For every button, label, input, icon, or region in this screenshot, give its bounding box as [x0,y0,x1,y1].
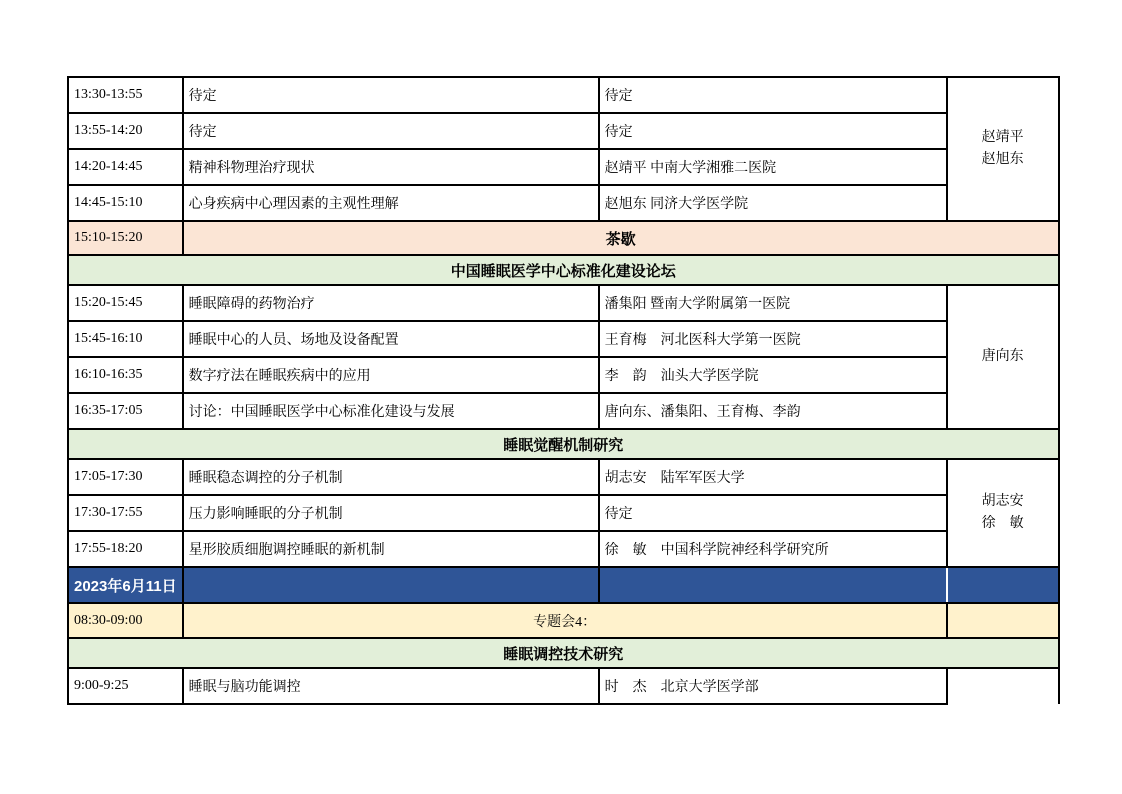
topic-cell: 睡眠与脑功能调控 [183,668,599,704]
time-cell: 13:55-14:20 [68,113,183,149]
speaker-cell: 徐 敏 中国科学院神经科学研究所 [599,531,947,567]
schedule-row [68,321,1059,357]
time-cell: 13:30-13:55 [68,77,183,113]
speaker-cell: 唐向东、潘集阳、王育梅、李韵 [599,393,947,429]
schedule-row [68,149,1059,185]
time-cell: 08:30-09:00 [68,603,183,638]
schedule-row [68,531,1059,567]
chair-name: 唐向东 [981,348,1024,364]
schedule-row [68,393,1059,429]
chair-name: 赵旭东 [981,152,1024,167]
topic-cell: 压力影响睡眠的分子机制 [183,495,599,531]
speaker-cell: 待定 [599,77,947,113]
special-session-label: 专题会4： [183,603,947,638]
time-cell: 15:10-15:20 [68,221,183,255]
date-banner-cell [947,567,1059,603]
topic-cell: 睡眠稳态调控的分子机制 [183,459,599,495]
speaker-cell: 潘集阳 暨南大学附属第一医院 [599,285,947,321]
date-banner-cell [183,567,599,603]
speaker-cell: 王育梅 河北医科大学第一医院 [599,321,947,357]
topic-cell: 精神科物理治疗现状 [183,149,599,185]
time-cell: 17:55-18:20 [68,531,183,567]
time-cell: 14:45-15:10 [68,185,183,221]
chair-cell [947,285,1059,429]
topic-cell: 睡眠中心的人员、场地及设备配置 [183,321,599,357]
time-cell: 17:05-17:30 [68,459,183,495]
tea-break-row [68,221,1059,255]
speaker-cell: 胡志安 陆军军医大学 [599,459,947,495]
time-cell: 16:35-17:05 [68,393,183,429]
chair-name: 赵靖平 [981,129,1024,145]
speaker-cell: 待定 [599,495,947,531]
conference-schedule-table [67,76,1060,705]
section-header-row [68,638,1059,668]
speaker-cell: 时 杰 北京大学医学部 [599,668,947,704]
topic-cell: 待定 [183,77,599,113]
topic-cell: 星形胶质细胞调控睡眠的新机制 [183,531,599,567]
schedule-row [68,285,1059,321]
section-header-row [68,255,1059,285]
time-cell: 16:10-16:35 [68,357,183,393]
schedule-row [68,495,1059,531]
speaker-cell: 李 韵 汕头大学医学院 [599,357,947,393]
section-header: 中国睡眠医学中心标准化建设论坛 [68,255,1059,285]
topic-cell: 睡眠障碍的药物治疗 [183,285,599,321]
chair-cell [947,77,1059,221]
chair-name: 胡志安 [981,493,1024,509]
special-session-empty-cell [947,603,1059,638]
topic-cell: 数字疗法在睡眠疾病中的应用 [183,357,599,393]
topic-cell: 讨论：中国睡眠医学中心标准化建设与发展 [183,393,599,429]
date-banner-row [68,567,1059,603]
time-cell: 9:00-9:25 [68,668,183,704]
date-banner-cell [599,567,947,603]
section-header-row [68,429,1059,459]
speaker-cell: 待定 [599,113,947,149]
chair-cell [947,459,1059,567]
schedule-row [68,185,1059,221]
time-cell: 15:45-16:10 [68,321,183,357]
time-cell: 15:20-15:45 [68,285,183,321]
tea-break-label: 茶歇 [183,221,1059,255]
topic-cell: 心身疾病中心理因素的主观性理解 [183,185,599,221]
schedule-row [68,113,1059,149]
schedule-table-container [67,76,1060,705]
section-header: 睡眠调控技术研究 [68,638,1059,668]
schedule-row [68,357,1059,393]
topic-cell: 待定 [183,113,599,149]
schedule-row [68,668,1059,704]
schedule-row [68,77,1059,113]
time-cell: 17:30-17:55 [68,495,183,531]
speaker-cell: 赵旭东 同济大学医学院 [599,185,947,221]
chair-cell [947,668,1059,704]
time-cell: 14:20-14:45 [68,149,183,185]
section-header: 睡眠觉醒机制研究 [68,429,1059,459]
date-label: 2023年6月11日 [68,567,183,603]
chair-name: 徐 敏 [981,516,1024,531]
speaker-cell: 赵靖平 中南大学湘雅二医院 [599,149,947,185]
special-session-row [68,603,1059,638]
schedule-row [68,459,1059,495]
